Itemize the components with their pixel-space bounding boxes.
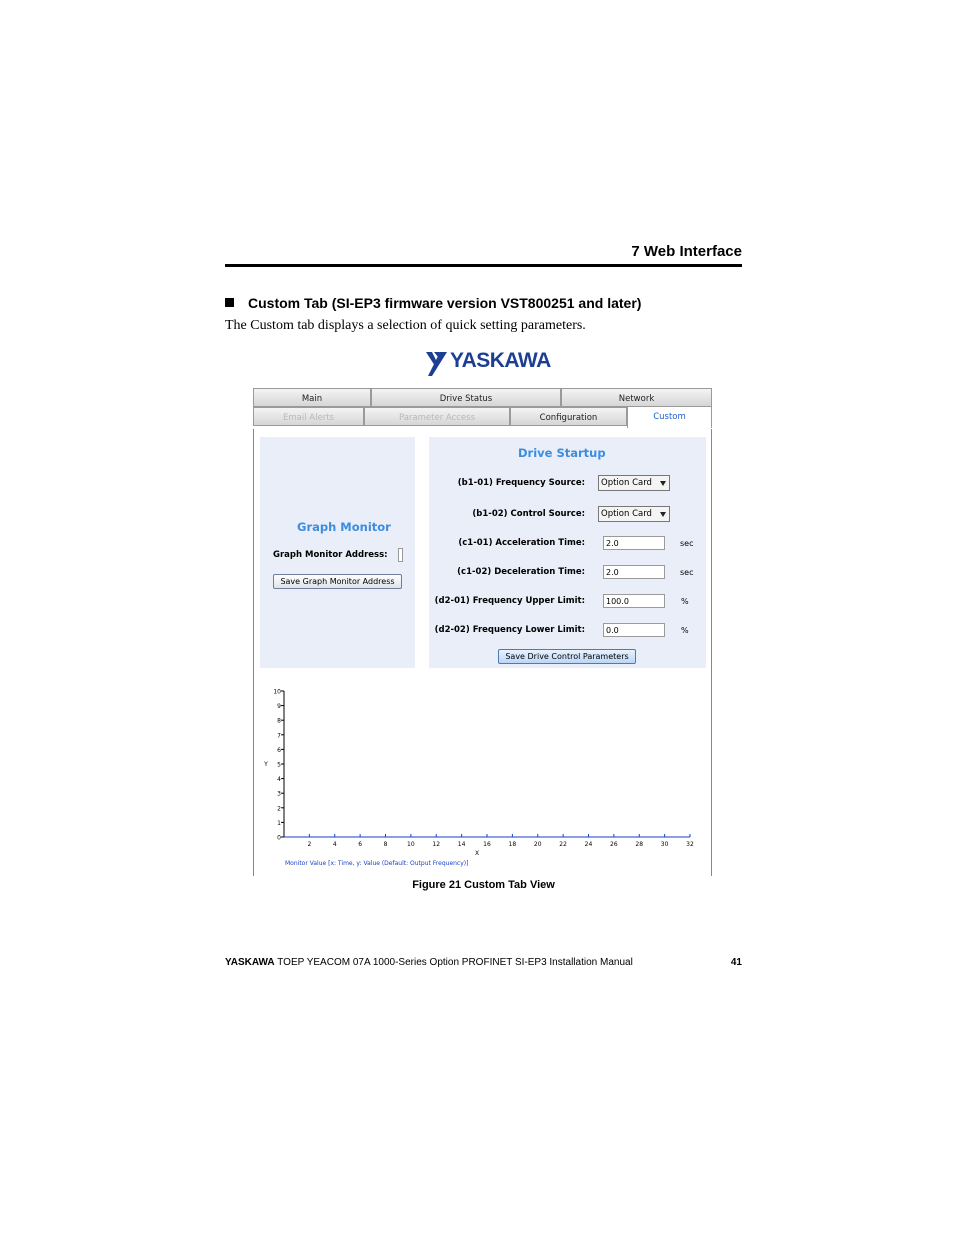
tab-main[interactable]: Main bbox=[253, 388, 371, 407]
c1-01-input[interactable]: 2.0 bbox=[603, 536, 665, 550]
y-tick-label: 3 bbox=[277, 790, 281, 798]
intro-text: The Custom tab displays a selection of quick setting parameters. bbox=[225, 318, 586, 333]
y-tick-label: 10 bbox=[273, 688, 281, 696]
c1-02-unit: sec bbox=[680, 568, 694, 577]
y-tick-label: 5 bbox=[277, 761, 281, 769]
d2-01-unit: % bbox=[681, 597, 689, 606]
y-axis-label: Y bbox=[264, 761, 268, 768]
drive-startup-panel bbox=[429, 437, 706, 668]
d2-02-label: (d2-02) Frequency Lower Limit: bbox=[434, 625, 585, 635]
x-tick-label: 4 bbox=[332, 841, 337, 848]
x-tick-label: 16 bbox=[483, 841, 491, 848]
square-bullet-icon bbox=[225, 298, 234, 307]
x-tick-label: 20 bbox=[533, 841, 542, 848]
d2-01-label: (d2-01) Frequency Upper Limit: bbox=[434, 596, 585, 606]
logo-wordmark: YASKAWA bbox=[450, 349, 551, 372]
d2-01-input[interactable]: 100.0 bbox=[603, 594, 665, 608]
b1-01-label: (b1-01) Frequency Source: bbox=[457, 478, 585, 488]
x-tick-label: 24 bbox=[584, 841, 593, 848]
dropdown-arrow-icon bbox=[660, 512, 666, 517]
y-tick-label: 1 bbox=[277, 819, 281, 827]
heading bbox=[225, 295, 641, 311]
tab-email-alerts[interactable]: Email Alerts bbox=[253, 407, 364, 426]
footer-title: TOEP YEACOM 07A 1000-Series Option PROFINET SI-EP3 Installation Manual bbox=[274, 957, 633, 968]
figure-caption: Figure 21 Custom Tab View bbox=[412, 879, 555, 891]
graph-monitor-address-label: Graph Monitor Address: bbox=[273, 550, 388, 560]
graph-monitor-panel bbox=[260, 437, 415, 668]
section-rule bbox=[225, 264, 742, 267]
save-graph-monitor-address-button[interactable]: Save Graph Monitor Address bbox=[273, 574, 402, 589]
x-tick-label: 26 bbox=[610, 841, 618, 848]
x-tick-label: 22 bbox=[559, 841, 567, 848]
web-interface-frame bbox=[253, 388, 712, 876]
graph-monitor-title: Graph Monitor bbox=[297, 520, 391, 534]
x-tick-label: 32 bbox=[686, 841, 694, 848]
d2-02-input[interactable]: 0.0 bbox=[603, 623, 665, 637]
x-tick-label: 2 bbox=[307, 841, 312, 848]
heading-text: Custom Tab (SI-EP3 firmware version VST800251 and later) bbox=[248, 295, 642, 311]
x-tick-label: 8 bbox=[383, 841, 388, 848]
c1-01-label: (c1-01) Acceleration Time: bbox=[458, 538, 585, 548]
section-title: 7 Web Interface bbox=[631, 243, 742, 260]
tab-configuration[interactable]: Configuration bbox=[510, 407, 627, 426]
x-tick-label: 10 bbox=[407, 841, 415, 848]
dropdown-arrow-icon bbox=[660, 481, 666, 486]
b1-02-label: (b1-02) Control Source: bbox=[472, 509, 585, 519]
graph-monitor-address-input[interactable] bbox=[398, 548, 403, 562]
y-tick-label: 4 bbox=[277, 776, 281, 784]
footer-manual-title bbox=[225, 957, 633, 968]
x-tick-label: 12 bbox=[432, 841, 441, 848]
tab-drive-status[interactable]: Drive Status bbox=[371, 388, 561, 407]
y-tick-label: 2 bbox=[277, 805, 281, 813]
x-tick-label: 6 bbox=[358, 841, 363, 848]
c1-02-input[interactable]: 2.0 bbox=[603, 565, 665, 579]
b1-02-select[interactable] bbox=[598, 506, 670, 522]
y-tick-label: 0 bbox=[277, 834, 281, 842]
c1-01-unit: sec bbox=[680, 539, 694, 548]
x-tick-label: 28 bbox=[635, 841, 644, 848]
c1-02-label: (c1-02) Deceleration Time: bbox=[457, 567, 585, 577]
y-tick-label: 7 bbox=[277, 732, 281, 740]
d2-02-unit: % bbox=[681, 626, 689, 635]
chart-legend-text: Monitor Value [x: Time, y: Value (Default: Output Frequency)] bbox=[285, 860, 469, 867]
b1-01-select[interactable] bbox=[598, 475, 670, 491]
b1-02-value: Option Card bbox=[601, 509, 652, 519]
monitor-graph bbox=[253, 683, 712, 873]
save-drive-control-parameters-button[interactable]: Save Drive Control Parameters bbox=[498, 649, 636, 664]
page-number: 41 bbox=[730, 957, 742, 968]
tab-network[interactable]: Network bbox=[561, 388, 712, 407]
x-tick-label: 14 bbox=[457, 841, 466, 848]
y-tick-label: 9 bbox=[277, 703, 281, 711]
drive-startup-title: Drive Startup bbox=[518, 446, 606, 460]
yaskawa-logo-icon bbox=[426, 350, 448, 376]
y-tick-label: 8 bbox=[277, 717, 281, 725]
x-tick-label: 30 bbox=[660, 841, 669, 848]
tab-parameter-access[interactable]: Parameter Access bbox=[364, 407, 510, 426]
b1-01-value: Option Card bbox=[601, 478, 652, 488]
tab-custom[interactable]: Custom bbox=[627, 406, 712, 428]
y-tick-label: 6 bbox=[277, 746, 281, 754]
footer-brand: YASKAWA bbox=[225, 957, 275, 968]
x-axis-label: X bbox=[474, 850, 480, 857]
x-tick-label: 18 bbox=[508, 841, 517, 848]
yaskawa-logo bbox=[426, 349, 551, 376]
